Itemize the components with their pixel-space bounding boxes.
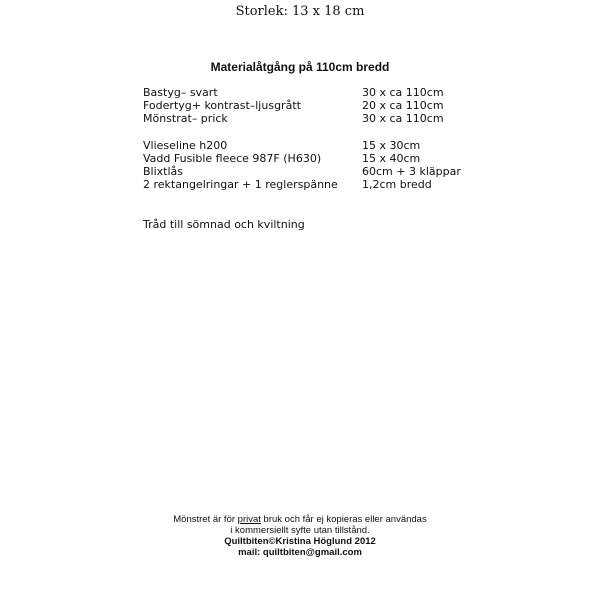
material-amount: 1,2cm bredd [362,178,432,191]
material-name: Fodertyg+ kontrast–ljusgrått [143,99,301,112]
material-row [143,112,583,126]
material-name: Vlieseline h200 [143,139,228,152]
material-row [143,99,583,113]
material-amount: 30 x ca 110cm [362,112,444,125]
materials-heading: Materialåtgång på 110cm bredd [210,60,390,74]
material-name: Bastyg– svart [143,86,218,99]
material-amount: 20 x ca 110cm [362,99,444,112]
material-amount: 15 x 40cm [362,152,421,165]
material-name: Blixtlås [143,165,184,178]
material-row [143,139,583,153]
footer-copyright-line: Quiltbiten©Kristina Höglund 2012 [224,536,376,547]
material-amount: 60cm + 3 kläppar [362,165,461,178]
footer-usage-line [0,514,600,525]
thread-note: Tråd till sömnad och kviltning [143,218,305,231]
size-line: Storlek: 13 x 18 cm [235,4,365,19]
footer-usage-post: bruk och får ej kopieras eller användas [260,514,427,525]
footer-mail-line: mail: quiltbiten@gmail.com [238,547,362,558]
material-amount: 30 x ca 110cm [362,86,444,99]
material-name: Vadd Fusible fleece 987F (H630) [143,152,322,165]
copyright-footer [0,514,600,558]
material-row [143,152,583,166]
material-row [143,178,583,192]
material-row [143,165,583,179]
footer-usage-underlined: privat [237,514,261,525]
material-name: 2 rektangelringar + 1 reglerspänne [143,178,338,191]
footer-commercial-line: i kommersiellt syfte utan tillstånd. [230,525,370,536]
material-amount: 15 x 30cm [362,139,421,152]
footer-usage-pre: Mönstret är för [173,514,238,525]
material-row [143,86,583,100]
material-name: Mönstrat– prick [143,112,228,125]
